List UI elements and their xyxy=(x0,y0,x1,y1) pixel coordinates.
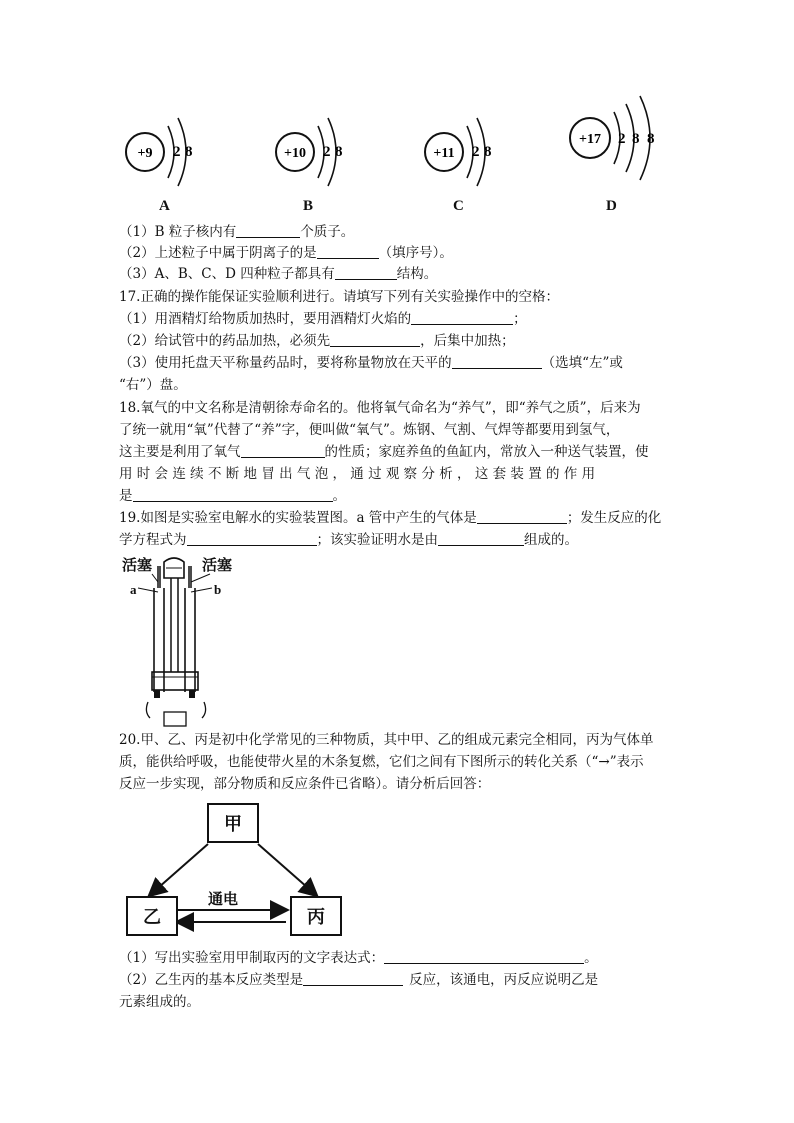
q18-line-5: 是 。 xyxy=(119,488,346,504)
atom-c-nucleus: +11 xyxy=(433,146,455,161)
q20-answer-1: （1）写出实验室用甲制取丙的文字表达式： 。 xyxy=(119,950,598,966)
q18-blank-1[interactable] xyxy=(241,443,325,458)
q19-blank-1[interactable] xyxy=(477,509,567,524)
q18-blank-2[interactable] xyxy=(133,487,333,502)
q17-stem: 17.正确的操作能保证实验顺利进行。请填写下列有关实验操作中的空格： xyxy=(119,289,559,305)
q20-line-2: 质，能供给呼吸，也能使带火星的木条复燃，它们之间有下图所示的转化关系（“→”表示 xyxy=(119,754,644,770)
label-c: C xyxy=(453,198,464,214)
node-bing: 丙 xyxy=(290,896,342,936)
node-yi: 乙 xyxy=(126,896,178,936)
q16-item-2: （2）上述粒子中属于阴离子的是 （填序号）。 xyxy=(119,245,453,261)
q18-line-1: 18.氧气的中文名称是清朝徐寿命名的。他将氧气命名为“养气”，即“养气之质”，后来为 xyxy=(119,400,641,416)
q16-blank-3[interactable] xyxy=(335,265,397,280)
atom-a-shell-1: 2 xyxy=(173,144,181,160)
q17-blank-2[interactable] xyxy=(330,332,420,347)
tube-b-label: b xyxy=(214,582,222,597)
q16-item-3: （3）A、B、C、D 四种粒子都具有 结构。 xyxy=(119,266,438,282)
atom-c-shell-1: 2 xyxy=(472,144,480,160)
q16-blank-1[interactable] xyxy=(236,223,300,238)
label-d: D xyxy=(606,198,617,214)
atom-diagram-d xyxy=(570,96,655,180)
q19-line-1: 19.如图是实验室电解水的实验装置图。a 管中产生的气体是 ；发生反应的化 xyxy=(119,510,662,526)
label-b: B xyxy=(303,198,314,214)
q20-answer-2-cont: 元素组成的。 xyxy=(119,994,200,1010)
q20-line-3: 反应一步实现，部分物质和反应条件已省略）。请分析后回答： xyxy=(119,776,491,792)
left-stopcock-label: 活塞 xyxy=(122,556,153,574)
arrow-label-electrolysis: 通电 xyxy=(208,890,239,908)
q19-blank-2[interactable] xyxy=(187,531,317,546)
q20-blank-2[interactable] xyxy=(303,971,403,986)
atom-diagram-b xyxy=(276,118,343,186)
q16-blank-2[interactable] xyxy=(317,244,379,259)
atom-c-shell-2: 8 xyxy=(484,144,492,160)
q20-line-1: 20.甲、乙、丙是初中化学常见的三种物质，其中甲、乙的组成元素完全相同，丙为气体单 xyxy=(119,732,654,748)
atom-structure-figure xyxy=(110,90,680,190)
q19-line-2: 学方程式为 ；该实验证明水是由 组成的。 xyxy=(119,532,578,548)
tube-a-label: a xyxy=(130,582,137,597)
q17-item-3-cont: “右”）盘。 xyxy=(119,377,187,393)
q18-line-2: 了统一就用“氧”代替了“养”字，便叫做“氧气”。炼钢、气割、气焊等都要用到氢气， xyxy=(119,422,620,438)
q19-blank-3[interactable] xyxy=(438,531,524,546)
atom-diagram-c xyxy=(425,118,492,186)
atom-d-shell-2: 8 xyxy=(632,131,640,147)
label-a: A xyxy=(159,198,170,214)
q18-line-4: 用 时 会 连 续 不 断 地 冒 出 气 泡 ， 通 过 观 察 分 析 ， 这 套 装 置 的 作 用 xyxy=(119,466,596,482)
q20-answer-2: （2）乙生丙的基本反应类型是 反应，该通电，丙反应说明乙是 xyxy=(119,972,599,988)
q17-blank-1[interactable] xyxy=(411,310,513,325)
atom-b-shell-1: 2 xyxy=(323,144,331,160)
atom-d-nucleus: +17 xyxy=(579,132,601,147)
electrolysis-apparatus-figure xyxy=(118,552,248,730)
q17-blank-3[interactable] xyxy=(452,354,542,369)
right-stopcock-label: 活塞 xyxy=(202,556,233,574)
q17-item-1: （1）用酒精灯给物质加热时，要用酒精灯火焰的 ； xyxy=(119,311,527,327)
q17-item-3: （3）使用托盘天平称量药品时，要将称量物放在天平的 （选填“左”或 xyxy=(119,355,623,371)
atom-a-shell-2: 8 xyxy=(185,144,193,160)
node-jia: 甲 xyxy=(207,803,259,843)
atom-d-shell-3: 8 xyxy=(647,131,655,147)
atom-b-nucleus: +10 xyxy=(284,146,306,161)
atom-diagram-a xyxy=(126,118,193,186)
atom-d-shell-1: 2 xyxy=(618,131,626,147)
atom-b-shell-2: 8 xyxy=(335,144,343,160)
q16-item-1: （1）B 粒子核内有 个质子。 xyxy=(119,224,355,240)
q20-blank-1[interactable] xyxy=(384,949,584,964)
q18-line-3: 这主要是利用了氧气 的性质；家庭养鱼的鱼缸内，常放入一种送气装置，使 xyxy=(119,444,649,460)
atom-a-nucleus: +9 xyxy=(137,146,153,161)
q17-item-2: （2）给试管中的药品加热，必须先 ，后集中加热； xyxy=(119,333,515,349)
